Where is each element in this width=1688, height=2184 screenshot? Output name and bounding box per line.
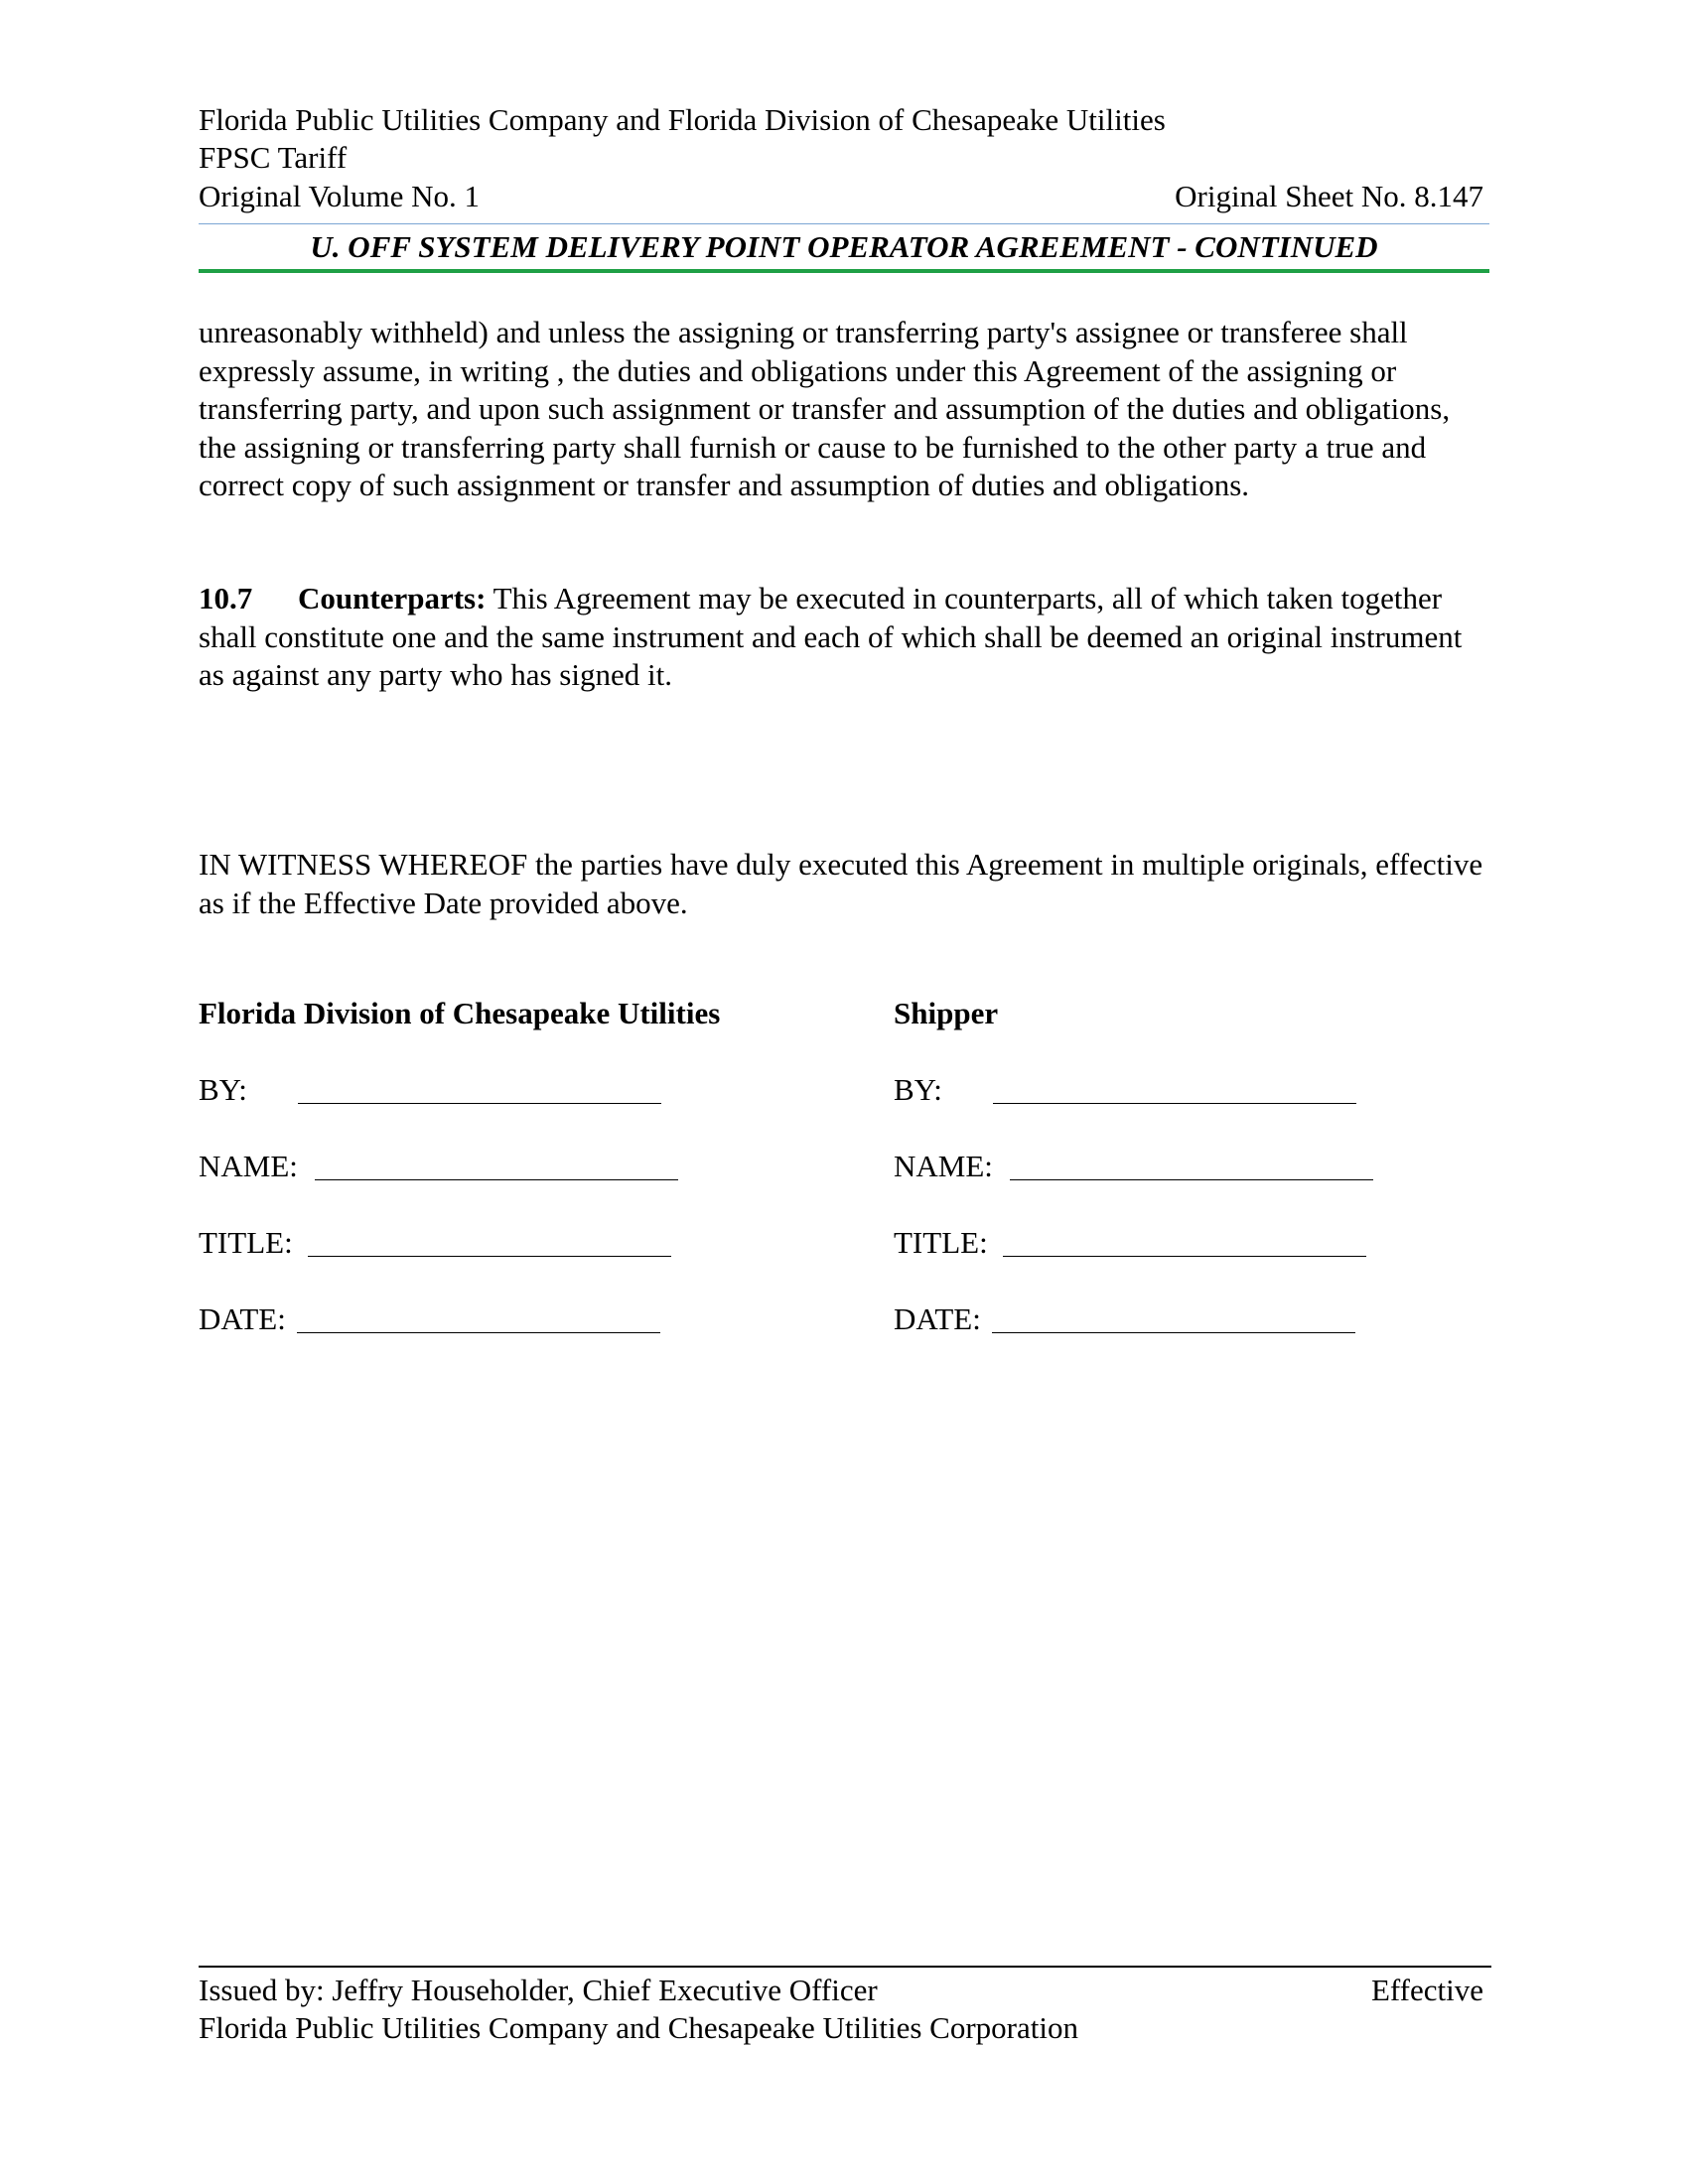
section-heading: Counterparts: <box>298 581 487 615</box>
header-divider <box>199 223 1489 224</box>
section-divider <box>199 269 1489 273</box>
date-signature-line[interactable] <box>992 1332 1355 1333</box>
date-label: DATE: <box>199 1301 286 1336</box>
tariff-page <box>199 0 1489 2184</box>
title-label: TITLE: <box>894 1225 988 1260</box>
section-title: U. OFF SYSTEM DELIVERY POINT OPERATOR AGREEMENT - CONTINUED <box>310 229 1378 264</box>
title-signature-line[interactable] <box>1003 1256 1366 1257</box>
by-signature-line[interactable] <box>298 1103 661 1104</box>
section-text: This Agreement may be executed in counterparts, all of which taken together shall constitute one and the same instrument and each of which shall be deemed an original instrument as against any party who has signed it. <box>199 581 1463 692</box>
name-label: NAME: <box>894 1149 993 1183</box>
title-signature-line[interactable] <box>308 1256 671 1257</box>
header-company-line: Florida Public Utilities Company and Florida Division of Chesapeake Utilities <box>199 102 1166 137</box>
signature-name-row <box>199 1148 715 1185</box>
footer-divider <box>199 1966 1491 1968</box>
section-number: 10.7 <box>199 581 253 615</box>
header-sheet-number: Original Sheet No. 8.147 <box>1175 179 1483 213</box>
signature-party-name: Shipper <box>894 996 999 1030</box>
header-tariff-line: FPSC Tariff <box>199 140 348 175</box>
title-label: TITLE: <box>199 1225 293 1260</box>
signature-by-row <box>199 1071 715 1109</box>
signature-title-row <box>894 1224 1410 1262</box>
signature-block-shipper <box>894 995 1410 1338</box>
date-signature-line[interactable] <box>297 1332 660 1333</box>
by-label: BY: <box>199 1072 247 1107</box>
header-volume: Original Volume No. 1 <box>199 179 481 213</box>
section-10-7-paragraph <box>199 580 1489 695</box>
name-signature-line[interactable] <box>315 1179 678 1180</box>
signature-block-chesapeake <box>199 995 721 1338</box>
signature-party-name: Florida Division of Chesapeake Utilities <box>199 996 721 1030</box>
footer-issued-by: Issued by: Jeffry Householder, Chief Executive Officer <box>199 1973 878 2007</box>
name-signature-line[interactable] <box>1010 1179 1373 1180</box>
date-label: DATE: <box>894 1301 981 1336</box>
signature-date-row <box>199 1300 715 1338</box>
signature-name-row <box>894 1148 1410 1185</box>
footer-company: Florida Public Utilities Company and Chesapeake Utilities Corporation <box>199 2010 1078 2045</box>
witness-paragraph: IN WITNESS WHEREOF the parties have duly executed this Agreement in multiple originals, effective as if the Effective Date provided above. <box>199 847 1483 920</box>
name-label: NAME: <box>199 1149 298 1183</box>
footer-effective: Effective <box>1370 1973 1483 2007</box>
by-signature-line[interactable] <box>993 1103 1356 1104</box>
by-label: BY: <box>894 1072 942 1107</box>
continued-paragraph: unreasonably withheld) and unless the assigning or transferring party's assignee or transferee shall expressly assume, in writing , the duties and obligations under this Agreement of the assigning or transferring party, and upon such assignment or transfer and assumption of the duties and obligations, the assigning or transferring party shall furnish or cause to be furnished to the other party a true and correct copy of such assignment or transfer and assumption of duties and obligations. <box>199 315 1451 502</box>
signature-by-row <box>894 1071 1410 1109</box>
signature-date-row <box>894 1300 1410 1338</box>
signature-title-row <box>199 1224 715 1262</box>
